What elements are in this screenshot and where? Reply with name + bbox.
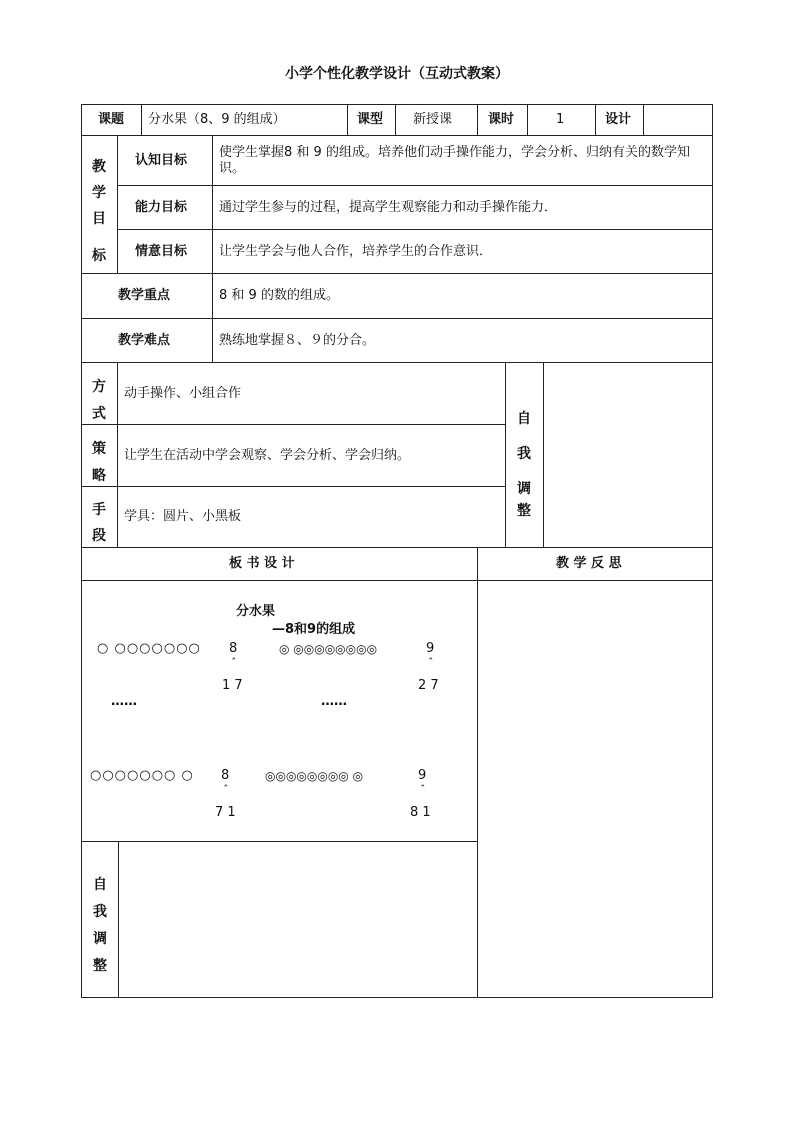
ability-goal-text: 通过学生参与的过程，提高学生观察能力和动手操作能力． bbox=[219, 200, 558, 215]
board-subtitle: —8和9的组成 bbox=[272, 622, 356, 637]
goals-section-label-3: 目 bbox=[92, 211, 106, 227]
emotion-goal-label: 情意目标 bbox=[135, 244, 188, 259]
method-text-3: 学具：圆片、小黑板 bbox=[124, 509, 242, 524]
key-point-text: 8 和 9 的数的组成。 bbox=[219, 288, 339, 303]
ability-goal-label: 能力目标 bbox=[135, 200, 188, 215]
row2-right-caret: ˆ bbox=[420, 783, 426, 796]
self-adjust-label-3: 调 bbox=[517, 481, 531, 497]
design-label: 设计 bbox=[605, 112, 632, 127]
difficulty-text: 熟练地掌握８、９的分合。 bbox=[219, 333, 376, 348]
emotion-goal-text: 让学生学会与他人合作，培养学生的合作意识． bbox=[219, 244, 493, 259]
goals-section-label-4: 标 bbox=[92, 248, 106, 264]
row1-right-dots: …… bbox=[321, 694, 347, 709]
row1-right-circles: ◎ ◎◎◎◎◎◎◎◎ bbox=[279, 642, 378, 656]
row1-left-caret: ˆ bbox=[231, 656, 237, 669]
cognitive-goal-text: 使学生掌握8 和 9 的组成。培养他们动手操作能力，学会分析、归纳有关的数学知识。 bbox=[219, 145, 690, 176]
method-label-3a: 手 bbox=[92, 502, 106, 518]
row2-right-split: 8 1 bbox=[410, 805, 431, 820]
lesson-plan-table bbox=[81, 104, 713, 998]
bottom-self-adjust-2: 我 bbox=[93, 904, 107, 920]
row2-left-caret: ˆ bbox=[223, 783, 229, 796]
goals-section-label-1: 教 bbox=[92, 159, 106, 175]
board-title: 分水果 bbox=[236, 604, 276, 619]
period-value: 1 bbox=[556, 112, 565, 127]
row2-left-number: 8 bbox=[221, 768, 230, 783]
row2-left-circles: ○○○○○○○ ○ bbox=[90, 768, 194, 783]
row1-left-circles: ○ ○○○○○○○ bbox=[97, 641, 201, 656]
goals-section-label-2: 学 bbox=[92, 185, 106, 201]
type-value: 新授课 bbox=[413, 112, 453, 127]
bottom-self-adjust-1: 自 bbox=[93, 877, 107, 893]
row2-right-number: 9 bbox=[418, 768, 427, 783]
method-text-2: 让学生在活动中学会观察、学会分析、学会归纳。 bbox=[124, 448, 411, 463]
method-label-3b: 段 bbox=[92, 528, 106, 544]
self-adjust-label-2: 我 bbox=[517, 446, 531, 462]
row1-left-split: 1 7 bbox=[222, 678, 243, 693]
self-adjust-label-4: 整 bbox=[517, 503, 531, 519]
row1-right-caret: ˆ bbox=[428, 656, 434, 669]
method-label-1a: 方 bbox=[92, 379, 106, 395]
lesson-label: 课题 bbox=[98, 112, 125, 127]
lesson-value: 分水果（8、9 的组成） bbox=[148, 112, 286, 127]
difficulty-label: 教学难点 bbox=[118, 333, 171, 348]
period-label: 课时 bbox=[488, 112, 515, 127]
row1-right-split: 2 7 bbox=[418, 678, 439, 693]
row2-left-split: 7 1 bbox=[215, 805, 236, 820]
method-text-1: 动手操作、小组合作 bbox=[124, 386, 242, 401]
bottom-self-adjust-3: 调 bbox=[93, 931, 107, 947]
method-label-2a: 策 bbox=[92, 441, 106, 457]
page-title: 小学个性化教学设计（互动式教案） bbox=[285, 66, 509, 82]
row1-right-number: 9 bbox=[426, 641, 435, 656]
row1-left-dots: …… bbox=[111, 694, 137, 709]
method-label-1b: 式 bbox=[92, 406, 106, 422]
self-adjust-label-1: 自 bbox=[517, 411, 531, 427]
method-label-2b: 略 bbox=[92, 468, 106, 484]
row1-left-number: 8 bbox=[229, 641, 238, 656]
cognitive-goal-label: 认知目标 bbox=[135, 153, 188, 168]
row2-right-circles: ◎◎◎◎◎◎◎◎ ◎ bbox=[265, 769, 364, 783]
key-point-label: 教学重点 bbox=[118, 288, 171, 303]
type-label: 课型 bbox=[357, 112, 384, 127]
bottom-self-adjust-4: 整 bbox=[93, 958, 107, 974]
board-design-header: 板 书 设 计 bbox=[229, 556, 295, 571]
reflection-header: 教 学 反 思 bbox=[556, 556, 622, 571]
